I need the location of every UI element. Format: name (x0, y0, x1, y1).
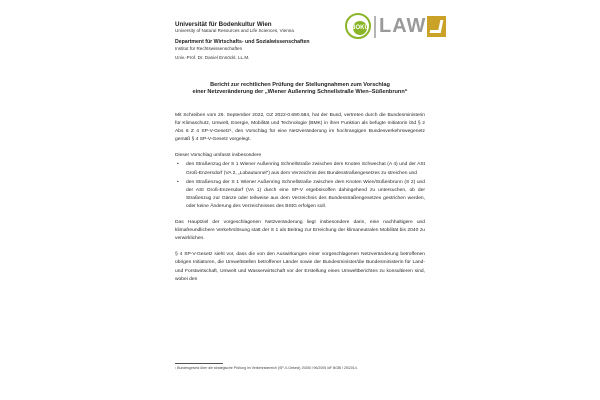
logo-law-text: LAW (379, 15, 427, 37)
footnote: ¹ Bundesgesetz über die strategische Prüfung im Verkehrsbereich (SP-V-Gesetz), BGBl I 96/2005 idF BGBl I 25/2014. (175, 366, 358, 370)
report-body (175, 112, 425, 292)
university-name: Universität für Bodenkultur Wien (175, 21, 272, 28)
paragraph-3: § 4 SP-V-Gesetz sieht vor, dass die von den Auswirkungen einer vorgeschlagenen Netzveränderung betroffenen übrigen Initiatoren, die Umweltstellen betroffener Länder sowie der Bundesminister/die Bundesministerin für Land- und Forstwirtschaft, Umwelt und Wasserwirtschaft vor der Erstellung eines Umweltberichtes zu konsultieren sind, wobei den (175, 252, 425, 282)
list-item (175, 179, 425, 211)
paragraph-2: Das Hauptziel der vorgeschlagenen Netzveränderung liegt insbesondere darin, eine nachhaltigere und klimafreundlichere Verkehrslösung statt der S 1 als Beitrag zur Erreichung der klimaneutralen Mobilität bis 2040 zu verwirklichen. (175, 220, 425, 242)
proposal-list (175, 161, 425, 211)
list-item (175, 161, 425, 177)
list-item-text: den Straßenzug der S 1 Wiener Außenring Schnellstraße zwischen dem Knoten Wien/Süßenbrunn (S 2) und der ASt Groß-Enzersdorf (VA 1) durch eine SP-V ergebnisoffen dahingehend zu untersuchen, ob der Straßenzug zur Gänze oder teilweise aus dem Verzeichnis des Bundesstraßengesetzes gestrichen werden, oder keine Änderung des Verzeichnisses des BStG erfolgen soll. (186, 179, 425, 209)
title-line-2: einer Netzveränderung der „Wiener Außenring Schnellstraße Wien–Süßenbrunn“ (192, 89, 408, 96)
list-intro: Dieser Vorschlag umfasst insbesondere (175, 153, 262, 159)
section-mark-icon (427, 16, 446, 37)
university-name-english: University of Natural Resources and Life Sciences, Vienna (175, 28, 294, 34)
footnote-separator (175, 363, 223, 364)
paragraph-1: Mit Schreiben vom 26. September 2022, GZ 2022-0.690.584, hat der Bund, vertreten durch die Bundesministerin für Klimaschutz, Umwelt, Energie, Mobilität und Technologie (BMK) in ihrer Funktion als befugte Initiatorin iSd § 2 Abs 6 Z 4 SP-V-Gesetz¹, den Vorschlag für eine Netzveränderung im hochrangigen Bundesverkehrswegenetz gemäß § 4 SP-V-Gesetz vorgelegt. (175, 113, 425, 143)
department-name: Department für Wirtschafts- und Sozialwissenschaften (175, 39, 310, 46)
boku-emblem-text: BOKU (351, 25, 369, 31)
report-title (175, 82, 425, 97)
list-item-text: den Straßenzug der S 1 Wiener Außenring Schnellstraße zwischen dem Knoten Schwechat (A 4) und der ASt Groß-Enzersdorf (VA 2, „Lobautunnel“) aus dem Verzeichnis des Bundesstraßengesetzes zu streichen und (186, 162, 425, 176)
institute-name: Institut für Rechtswissenschaften (175, 46, 243, 51)
title-line-1: Bericht zur rechtlichen Prüfung der Stellungnahmen zum Vorschlag (210, 82, 390, 88)
bullet-icon: • (177, 179, 179, 185)
logo-divider (374, 16, 376, 38)
bullet-icon: • (177, 162, 179, 168)
boku-law-logo (345, 13, 435, 41)
boku-emblem-icon (345, 13, 371, 39)
professor-name: Univ.-Prof. Dr. Daniel Ennöckl, LL.M. (175, 55, 250, 60)
